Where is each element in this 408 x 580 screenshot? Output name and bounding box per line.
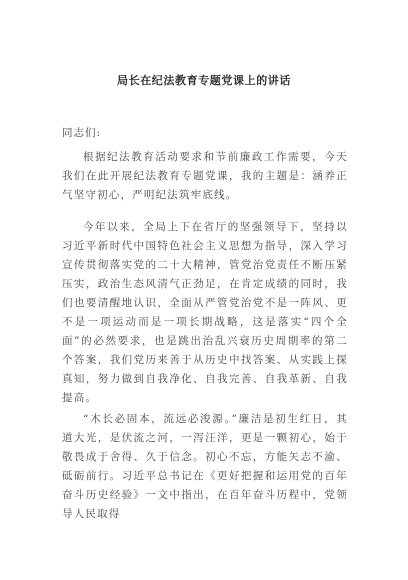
salutation: 同志们:: [62, 127, 102, 139]
paragraph-3: “木长必固本，流远必浚源。”廉洁是初生红日，其道大光，是伏流之河，一泻汪洋，更是一颗初心，始于敬畏成于舍得、久于信念。初心不忘，方能矢志不渝、砥砺前行。习近平总书记在《更好把握和运用党的百年奋斗历史经验》一文中指出，在百年奋斗历程中，党领导人民取得: [62, 413, 348, 520]
paragraph-2: 今年以来，全局上下在省厅的坚强领导下，坚持以习近平新时代中国特色社会主义思想为指导，深入学习宣传贯彻落实党的二十大精神，管党治党责任不断压紧压实，政治生态风清气正劲足，在肯定成绩的同时，我们也要清醒地认识，全面从严管党治党不是一阵风、更不是一项运动而是一项长期战略，这是落实“四个全面”的必然要求，也是跳出治乱兴衰历史周期率的第二个答案，我们党历来善于从历史中找答案、从实践上探真知，努力做到自我净化、自我完善、自我革新、自我提高。: [62, 221, 348, 404]
paragraph-1: 根据纪法教育活动要求和节前廉政工作需要，今天我们在此开展纪法教育专题党课，我的主题是：涵养正气坚守初心，严明纪法筑牢底线。: [62, 151, 348, 201]
document-title: 局长在纪法教育专题党课上的讲话: [117, 74, 291, 87]
